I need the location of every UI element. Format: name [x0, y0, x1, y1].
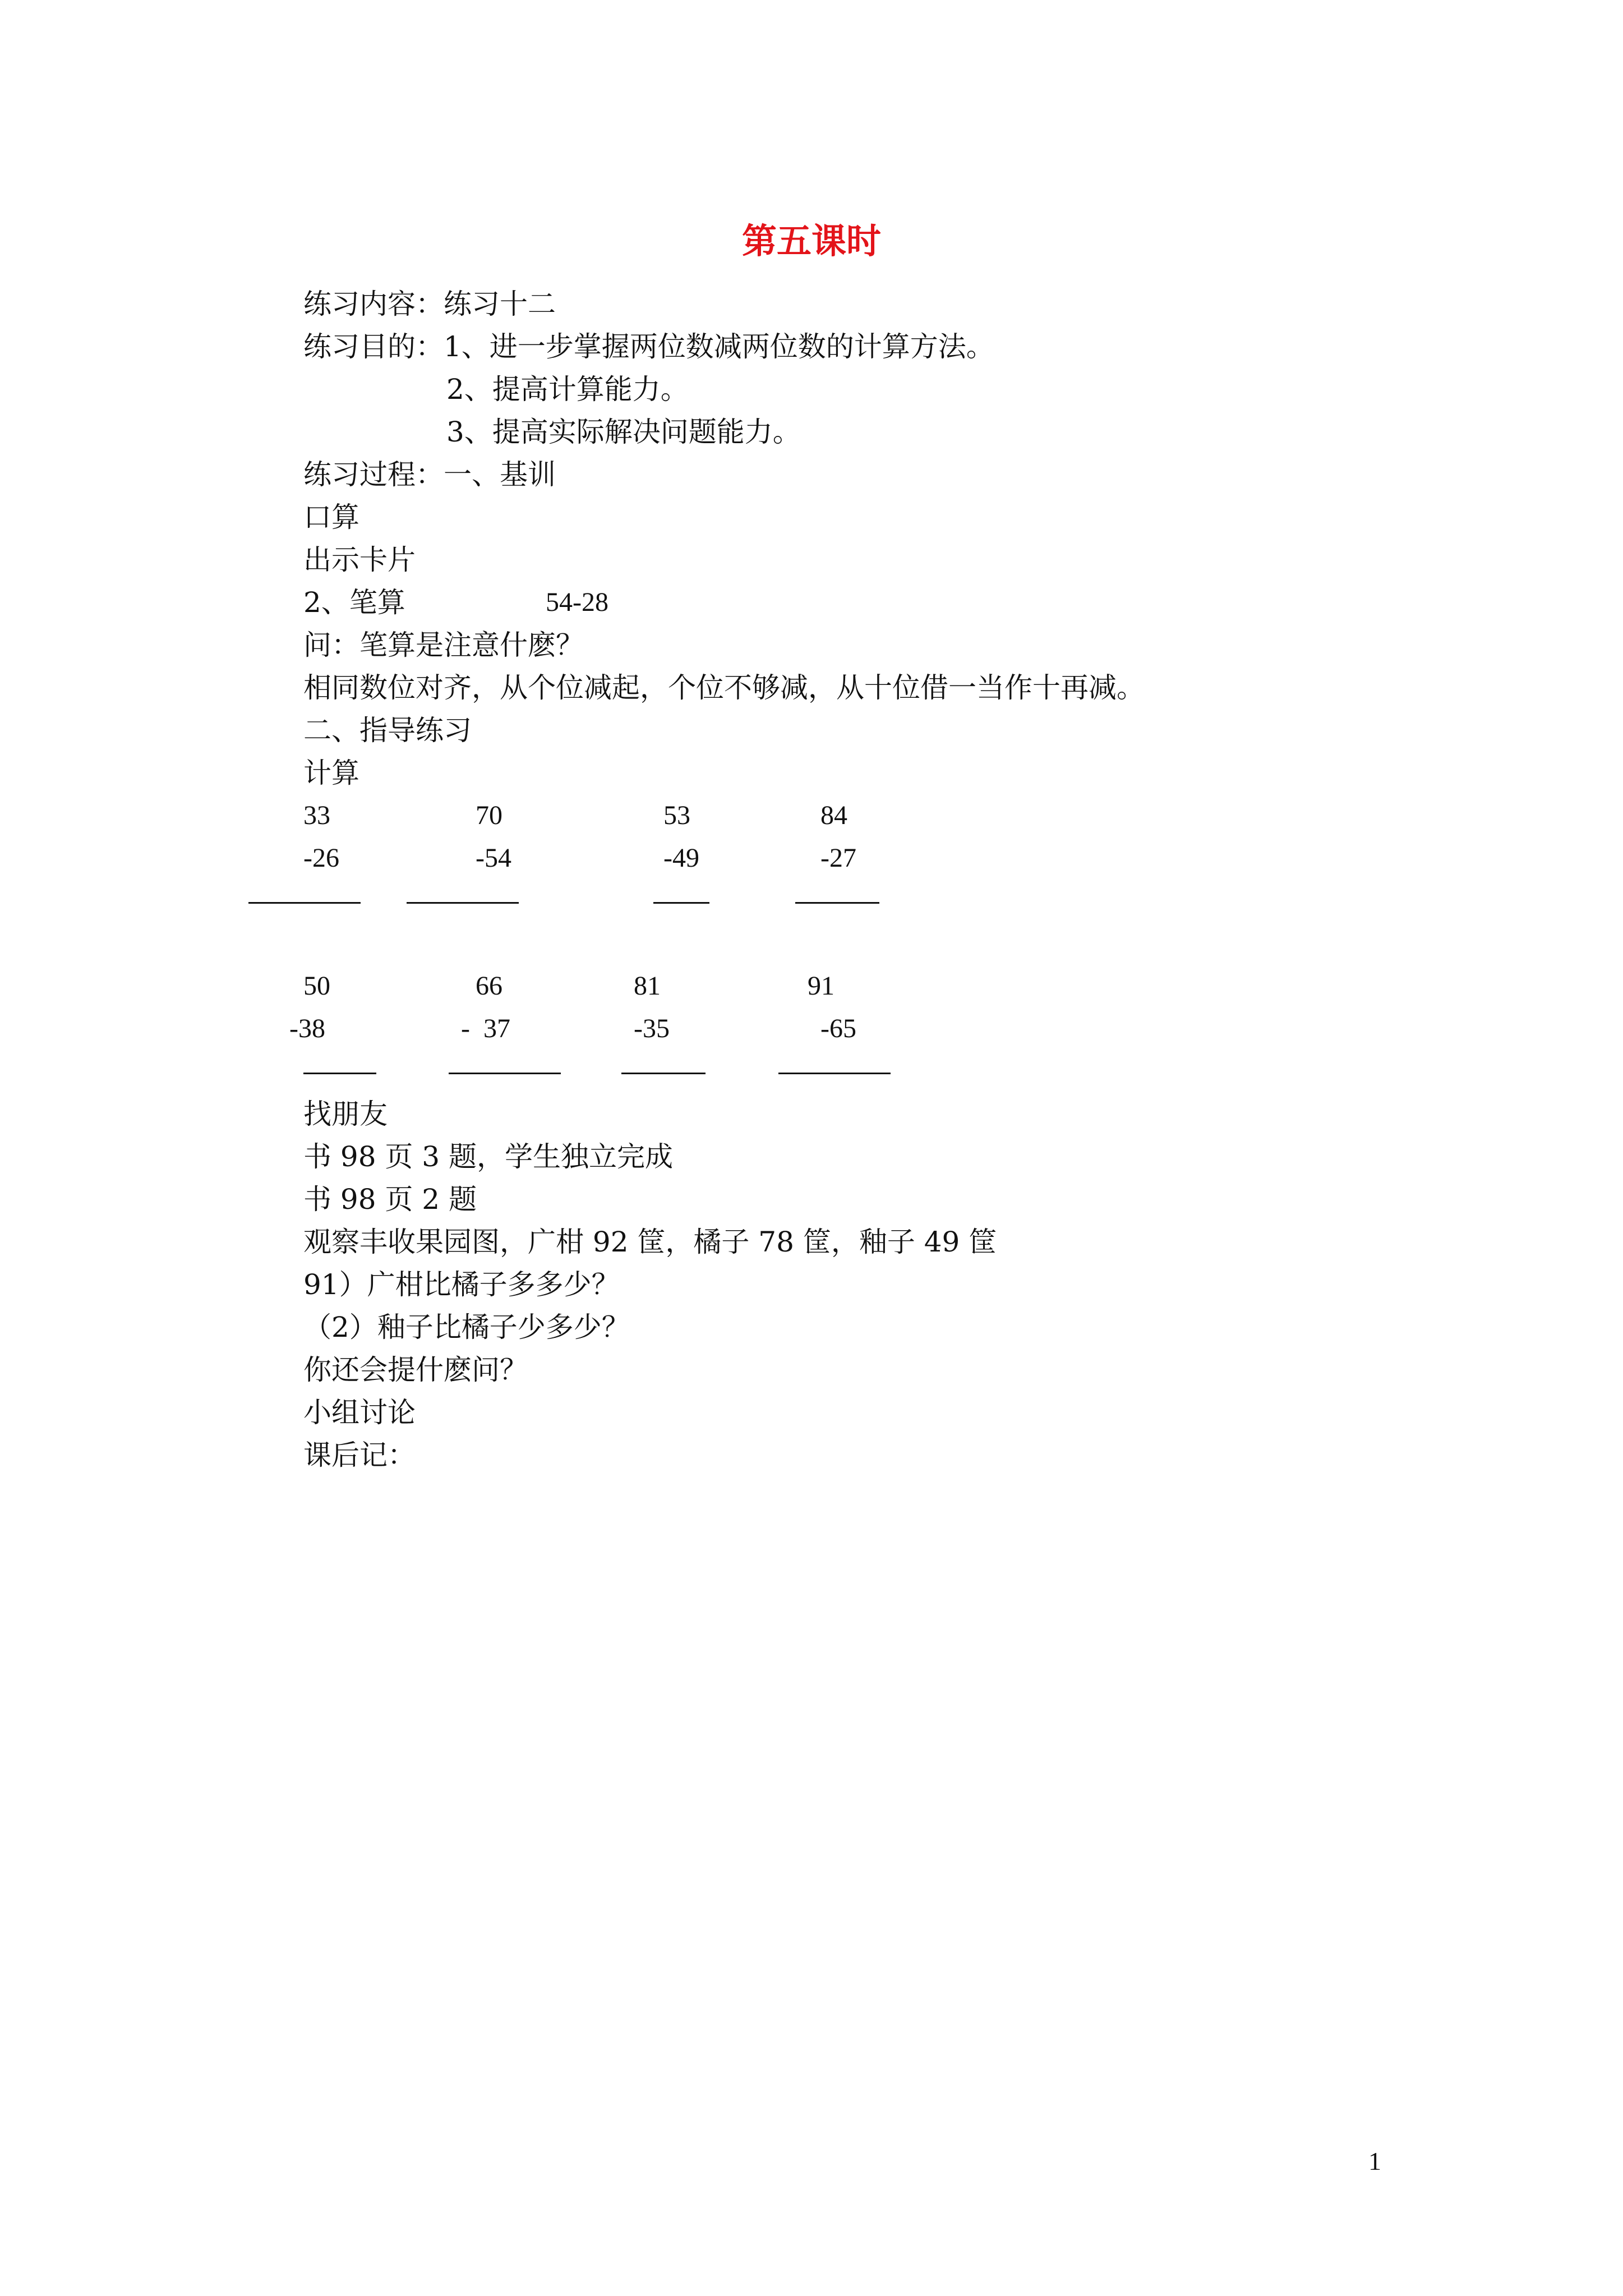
problem-6-minuend: 66	[476, 971, 502, 1001]
problem-7-rule	[621, 1073, 706, 1074]
practice-goal-line: 练习目的：1、进一步掌握两位数减两位数的计算方法。	[303, 330, 994, 363]
more-questions-line: 你还会提什麽问？	[303, 1354, 528, 1386]
after-class-notes-line: 课后记：	[303, 1439, 416, 1471]
problem-2-minuend: 70	[476, 800, 502, 830]
question-line: 问：笔算是注意什麽？	[303, 629, 584, 661]
problem-4-minuend: 84	[820, 800, 847, 830]
group-discussion-line: 小组讨论	[303, 1396, 416, 1429]
calculate-label: 计算	[303, 757, 359, 789]
problem-7-minuend: 81	[634, 971, 661, 1001]
problem-5-minuend: 50	[303, 971, 330, 1001]
book-exercise-2-line: 书 98 页 2 题	[303, 1183, 477, 1216]
problem-8-rule	[778, 1073, 891, 1074]
problem-7-subtrahend: -35	[634, 1014, 670, 1043]
written-calc-label: 2、笔算	[303, 586, 405, 619]
problem-8-minuend: 91	[808, 971, 834, 1001]
problem-5-subtrahend: -38	[289, 1014, 325, 1043]
problem-3-subtrahend: -49	[663, 843, 699, 873]
problem-8-subtrahend: -65	[820, 1014, 856, 1043]
question-1-line: 91）广柑比橘子多多少？	[303, 1268, 620, 1301]
problem-6-rule	[449, 1073, 561, 1074]
problem-1-rule	[248, 902, 361, 904]
practice-content-line: 练习内容：练习十二	[303, 288, 556, 320]
problem-2-subtrahend: -54	[476, 843, 511, 873]
problem-3-rule	[653, 902, 709, 904]
problem-2-rule	[407, 902, 519, 904]
page-title: 第五课时	[741, 220, 881, 261]
problem-4-subtrahend: -27	[820, 843, 856, 873]
answer-line: 相同数位对齐，从个位减起，个位不够减，从十位借一当作十再减。	[303, 671, 1145, 704]
problem-1-minuend: 33	[303, 800, 330, 830]
problem-4-rule	[795, 902, 879, 904]
orchard-observation-line: 观察丰收果园图，广柑 92 筐，橘子 78 筐，釉子 49 筐	[303, 1226, 997, 1258]
book-exercise-3-line: 书 98 页 3 题，学生独立完成	[303, 1140, 674, 1173]
find-friends-line: 找朋友	[303, 1098, 388, 1130]
show-cards-line: 出示卡片	[303, 544, 416, 576]
problem-3-minuend: 53	[663, 800, 690, 830]
written-calc-expression: 54-28	[546, 587, 608, 617]
problem-1-subtrahend: -26	[303, 843, 339, 873]
page-number: 1	[1368, 2147, 1381, 2175]
oral-calc-line: 口算	[303, 501, 359, 533]
practice-process-line: 练习过程：一、基训	[303, 458, 556, 491]
goal-item-3: 3、提高实际解决问题能力。	[446, 416, 801, 448]
problem-6-subtrahend: - 37	[461, 1014, 510, 1043]
goal-item-2: 2、提高计算能力。	[446, 373, 689, 406]
guided-practice-heading: 二、指导练习	[303, 714, 472, 747]
question-2-line: （2）釉子比橘子少多少？	[303, 1311, 630, 1343]
problem-5-rule	[303, 1073, 376, 1074]
